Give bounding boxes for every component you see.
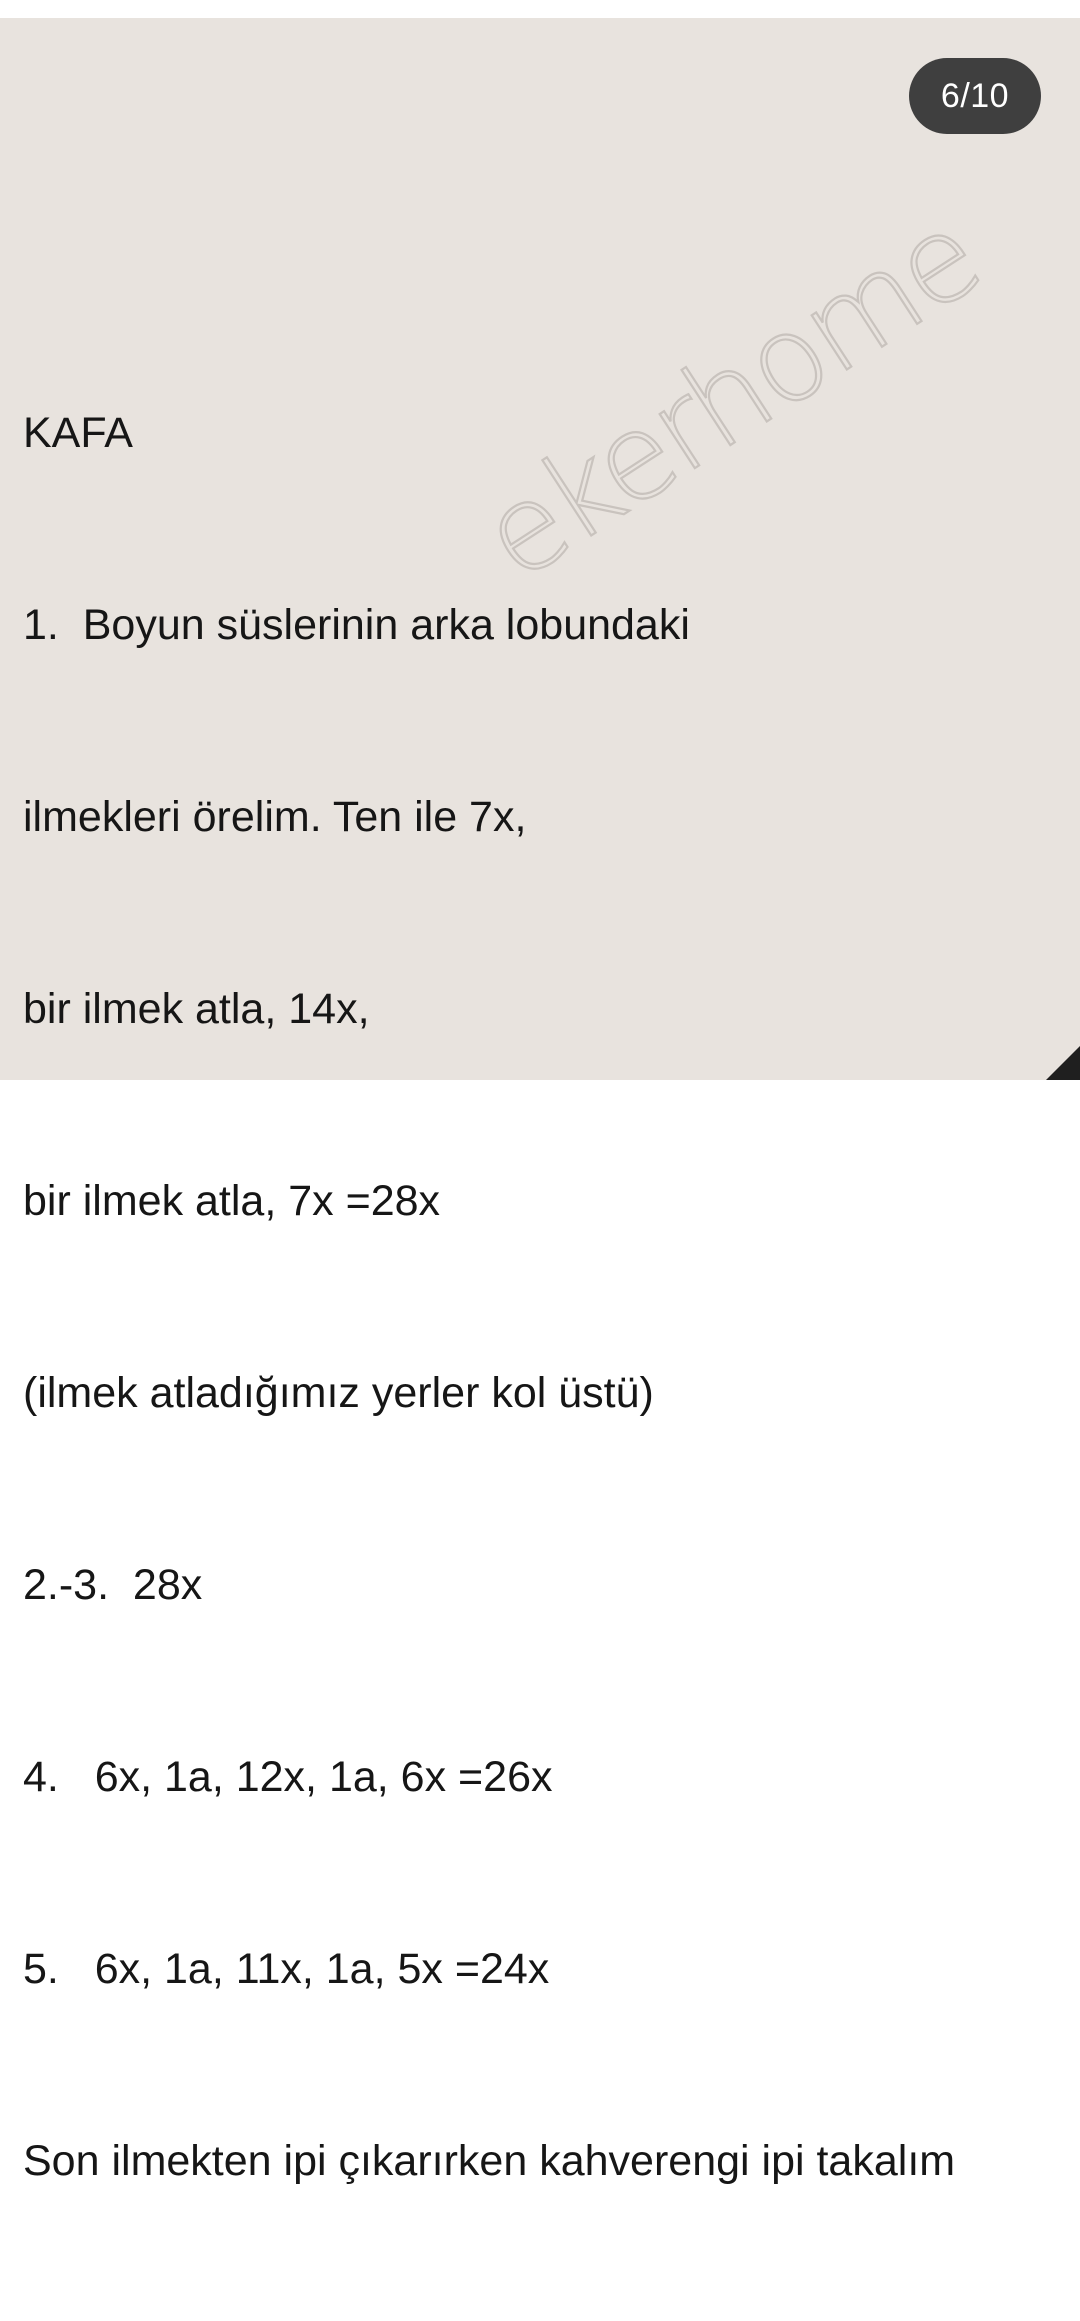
- section-title: KAFA: [23, 409, 133, 457]
- pattern-line: 1. Boyun süslerinin arka lobundaki: [23, 601, 690, 649]
- pattern-line: ilmekleri örelim. Ten ile 7x,: [23, 793, 527, 841]
- corner-fold-icon: [1046, 1046, 1080, 1080]
- pattern-line: bir ilmek atla, 7x =28x: [23, 1177, 441, 1225]
- watermark-text: ekerhome: [458, 186, 1002, 607]
- pattern-line: Son ilmekten ipi çıkarırken kahverengi ipi takalım: [23, 2137, 956, 2185]
- pattern-instructions: [23, 273, 955, 2321]
- pattern-line: 5. 6x, 1a, 11x, 1a, 5x =24x: [23, 1945, 550, 1993]
- pattern-line: 4. 6x, 1a, 12x, 1a, 6x =26x: [23, 1753, 553, 1801]
- slide-frame: [0, 18, 1080, 2185]
- pattern-line: 2.-3. 28x: [23, 1561, 203, 1609]
- pattern-line: bir ilmek atla, 14x,: [23, 985, 370, 1033]
- pattern-line: (ilmek atladığımız yerler kol üstü): [23, 1369, 654, 1417]
- page-counter-badge: 6/10: [909, 58, 1041, 134]
